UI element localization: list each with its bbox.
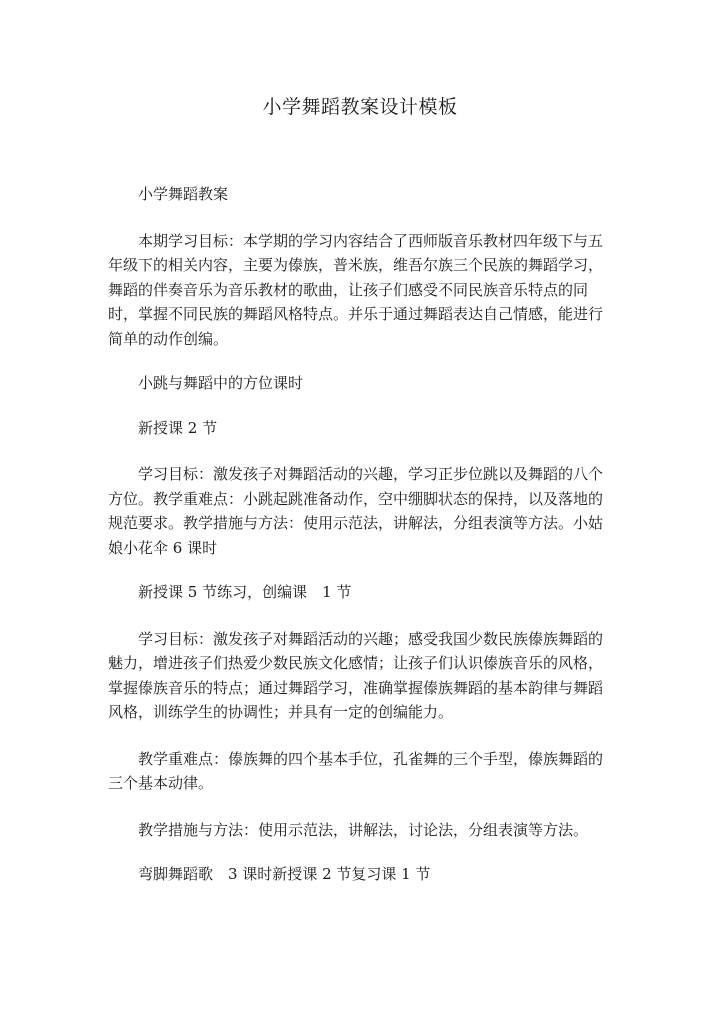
paragraph-lesson-goals-2: 学习目标：激发孩子对舞蹈活动的兴趣；感受我国少数民族傣族舞蹈的魅力，增进孩子们热爱少数民族文化感情；让孩子们认识傣族音乐的风格，掌握傣族音乐的特点；通过舞蹈学习，准确掌握傣族舞蹈的基本韵律与舞蹈风格，训练学生的协调性；并具有一定的创编能力。: [108, 629, 604, 721]
lesson-title-jump-and-direction: 小跳与舞蹈中的方位课时: [138, 374, 304, 392]
lesson-count-curved-foot-dance: 弯脚舞蹈歌 3 课时新授课 2 节复习课 1 节: [138, 865, 431, 883]
lesson-count-new: 新授课 2 节: [138, 418, 218, 437]
paragraph-lesson-goals-1: 学习目标：激发孩子对舞蹈活动的兴趣，学习正步位跳以及舞蹈的八个方位。教学重难点：小跳起跳准备动作，空中绷脚状态的保持，以及落地的规范要求。教学措施与方法：使用示范法，讲解法，分组表演等方法。小姑娘小花伞 6 课时: [108, 465, 604, 557]
paragraph-key-difficulties: 教学重难点：傣族舞的四个基本手位，孔雀舞的三个手型，傣族舞蹈的三个基本动律。: [108, 749, 604, 792]
paragraph-term-goals: 本期学习目标：本学期的学习内容结合了西师版音乐教材四年级下与五年级下的相关内容，主要为傣族，普米族，维吾尔族三个民族的舞蹈学习，舞蹈的伴奏音乐为音乐教材的歌曲，让孩子们感受不同民族音乐特点的同时，掌握不同民族的舞蹈风格特点。并乐于通过舞蹈表达自己情感，能进行简单的动作创编。: [108, 231, 604, 348]
lesson-count-practice: 新授课 5 节练习，创编课 1 节: [138, 583, 352, 601]
section-heading-lesson-plan: 小学舞蹈教案: [138, 185, 229, 203]
document-title: 小学舞蹈教案设计模板: [262, 96, 458, 118]
document-body: [108, 182, 608, 887]
paragraph-teaching-methods: 教学措施与方法：使用示范法，讲解法，讨论法，分组表演等方法。: [138, 820, 589, 839]
